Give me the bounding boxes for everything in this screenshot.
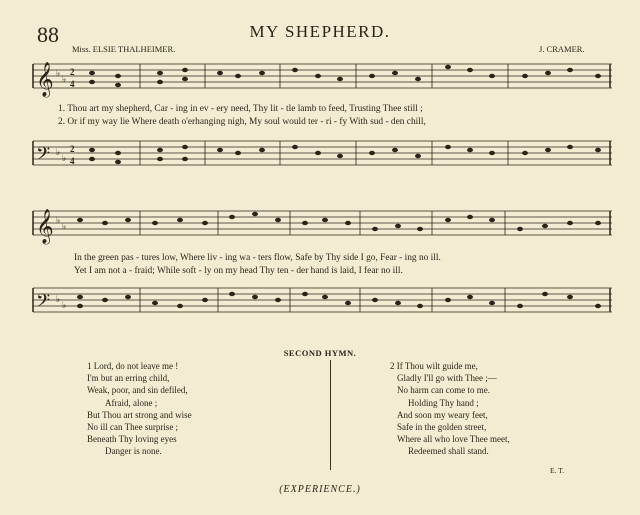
bass-clef-icon: 𝄢 xyxy=(36,143,51,168)
svg-text:4: 4 xyxy=(70,79,75,89)
stanza-line: Beneath Thy loving eyes xyxy=(87,434,177,445)
stanza-line: Redeemed shall stand. xyxy=(408,446,489,457)
lyric-line-2-verse-2: Yet I am not a - fraid; While soft - ly on my head Thy ten - der hand is laid, I fear no ill. xyxy=(74,266,403,276)
treble-staff-2 xyxy=(0,205,640,250)
column-divider xyxy=(330,360,331,470)
stanza-line: 1 Lord, do not leave me ! xyxy=(87,361,179,371)
stanza-2 xyxy=(390,360,510,458)
bass-staff-1 xyxy=(0,133,640,183)
lyricist-credit: Miss. ELSIE THALHEIMER. xyxy=(72,44,176,54)
footer-note: (EXPERIENCE.) xyxy=(279,484,361,495)
lyric-line-1-verse-1: 1. Thou art my shepherd, Car - ing in ev - ery need, Thy lit - tle lamb to feed, Trusting Thee still ; xyxy=(58,104,423,114)
svg-text:♭: ♭ xyxy=(62,300,67,310)
svg-text:𝄞: 𝄞 xyxy=(36,210,54,243)
treble-clef-icon: 𝄞 xyxy=(36,63,54,96)
stanza-1 xyxy=(87,360,192,458)
svg-text:4: 4 xyxy=(70,156,75,166)
stanza-line: Holding Thy hand ; xyxy=(408,397,479,408)
treble-staff-1 xyxy=(0,58,640,108)
svg-text:♭: ♭ xyxy=(56,294,61,304)
svg-text:♭: ♭ xyxy=(62,153,67,163)
stanza-line: And soon my weary feet, xyxy=(397,409,488,420)
svg-text:♭: ♭ xyxy=(56,68,61,78)
lyric-line-2-verse-1: In the green pas - tures low, Where liv - ing wa - ters flow, Safe by Thy side I go, Fear - ing no ill. xyxy=(74,253,441,263)
stanza-line: Gladly I'll go with Thee ;— xyxy=(397,373,497,384)
bass-staff-2 xyxy=(0,282,640,332)
stanza-line: Danger is none. xyxy=(105,446,162,457)
second-hymn-heading: SECOND HYMN. xyxy=(283,348,357,358)
stanza-line: But Thou art strong and wise xyxy=(87,409,192,420)
stanza-line: Afraid, alone ; xyxy=(105,397,158,408)
svg-text:2: 2 xyxy=(70,144,75,154)
composer-credit: J. CRAMER. xyxy=(539,44,585,54)
page-number: 88 xyxy=(37,22,59,47)
stanza-line: Weak, poor, and sin defiled, xyxy=(87,385,188,396)
lyric-line-1-verse-2: 2. Or if my way lie Where death o'erhanging nigh, My soul would ter - ri - fy With sud - den chill, xyxy=(58,117,426,127)
stanza-line: No ill can Thee surprise ; xyxy=(87,422,179,433)
stanza-line: I'm but an erring child, xyxy=(87,373,170,384)
svg-text:2: 2 xyxy=(70,67,75,77)
author-initials: E. T. xyxy=(550,466,565,475)
svg-text:♭: ♭ xyxy=(56,215,61,225)
svg-text:𝄢: 𝄢 xyxy=(36,290,51,315)
svg-text:♭: ♭ xyxy=(56,147,61,157)
svg-text:♭: ♭ xyxy=(62,74,67,84)
svg-text:♭: ♭ xyxy=(62,221,67,231)
stanza-line: Where all who love Thee meet, xyxy=(397,434,510,445)
stanza-line: Safe in the golden street, xyxy=(397,422,487,433)
hymn-title: MY SHEPHERD. xyxy=(249,22,391,41)
stanza-line: No harm can come to me. xyxy=(397,385,490,396)
stanza-line: 2 If Thou wilt guide me, xyxy=(390,361,478,371)
